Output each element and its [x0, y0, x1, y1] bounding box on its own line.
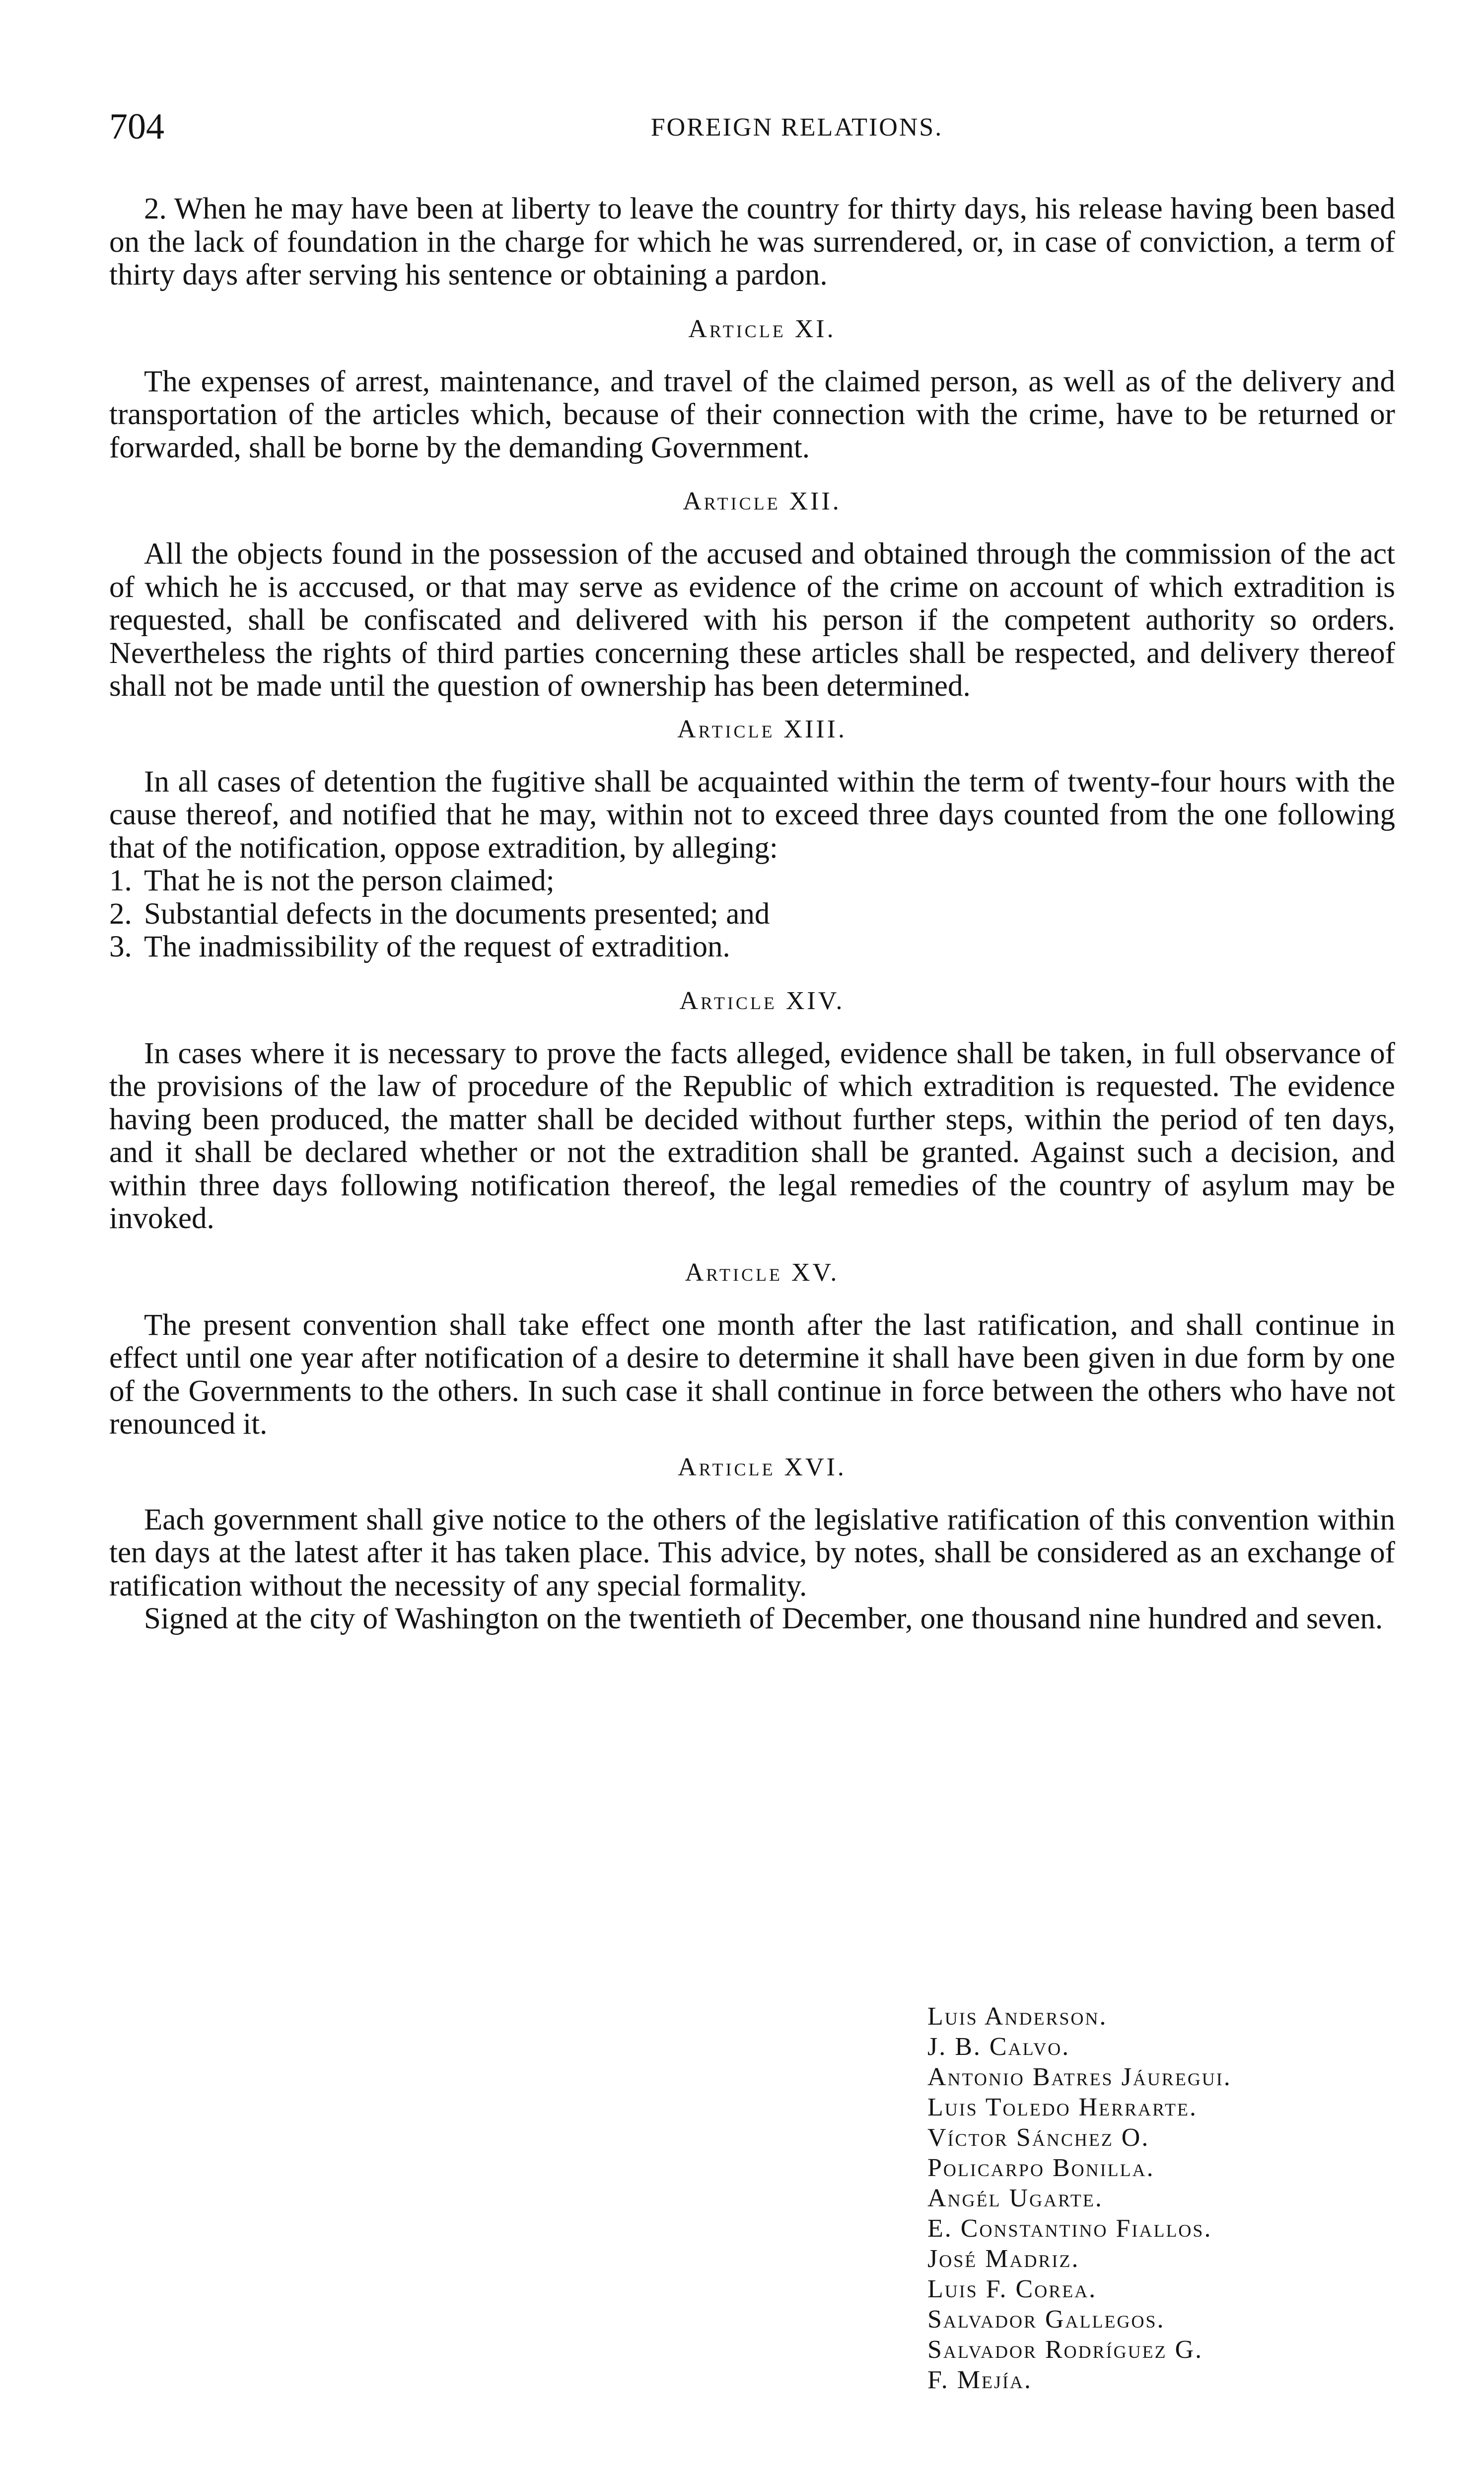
- article-14-heading: [109, 985, 1395, 1018]
- signatory: Víctor Sánchez O.: [927, 2123, 1150, 2152]
- signatory: F. Mejía.: [927, 2366, 1032, 2394]
- article-11-heading-text: Article XI.: [688, 314, 836, 343]
- signatory: Salvador Rodríguez G.: [927, 2336, 1203, 2364]
- list-item-text: That he is not the person claimed;: [144, 864, 555, 897]
- signatory: Luis F. Corea.: [927, 2275, 1097, 2303]
- list-item: [109, 865, 1395, 898]
- article-13-text: In all cases of detention the fugitive shall be acquainted within the term of twenty-four hours with the cause thereof, and notified that he may, within not to exceed three days counted from the one following that of the notification, oppose extradition, by alleging:: [109, 765, 1395, 865]
- running-title: FOREIGN RELATIONS.: [650, 113, 943, 142]
- article-15-heading: [109, 1256, 1395, 1289]
- page-number: 704: [109, 106, 164, 147]
- list-item-number: 1.: [109, 864, 132, 897]
- signatory: J. B. Calvo.: [927, 2033, 1070, 2061]
- signatory: Antonio Batres Jáuregui.: [927, 2063, 1232, 2091]
- signatory: Salvador Gallegos.: [927, 2305, 1165, 2334]
- article-16-text: Each government shall give notice to the others of the legislative ratification of this convention within ten days at the latest after it has taken place. This advice, by notes, shall be considered as an exchange of ratification without the necessity of any special formality.: [109, 1503, 1395, 1603]
- article-12-text: All the objects found in the possession of the accused and obtained through the commission of the act of which he is acccused, or that may serve as evidence of the crime on account of which extradition is requested, shall be confiscated and delivered with his person if the competent authority so orders. Nevertheless the rights of third parties concerning these articles shall be respected, and delivery thereof shall not be made until the question of ownership has been determined.: [109, 537, 1395, 703]
- signatory-list: [927, 2001, 1399, 2395]
- signatory: José Madriz.: [927, 2245, 1080, 2273]
- signatory: Angél Ugarte.: [927, 2184, 1103, 2212]
- page-header: [109, 107, 1395, 146]
- list-item-number: 2.: [109, 897, 132, 931]
- article-14-heading-text: Article XIV.: [679, 986, 845, 1015]
- article-16-heading-text: Article XVI.: [678, 1453, 847, 1481]
- intro-paragraph: 2. When he may have been at liberty to leave the country for thirty days, his release having been based on the lack of foundation in the charge for which he was surrendered, or, in case of conviction, a term of thirty days after serving his sentence or obtaining a pardon.: [109, 192, 1395, 292]
- signatory: E. Constantino Fiallos.: [927, 2214, 1212, 2243]
- list-item-number: 3.: [109, 930, 132, 963]
- article-15-heading-text: Article XV.: [685, 1258, 840, 1287]
- article-15-text: The present convention shall take effect one month after the last ratification, and shall continue in effect until one year after notification of a desire to determine it shall have been given in due form by one of the Governments to the others. In such case it shall continue in force between the others who have not renounced it.: [109, 1308, 1395, 1441]
- article-12-heading-text: Article XII.: [683, 487, 842, 515]
- article-11-text: The expenses of arrest, maintenance, and travel of the claimed person, as well as of the delivery and transportation of the articles which, because of their connection with the crime, have to be returned or forwarded, shall be borne by the demanding Government.: [109, 365, 1395, 464]
- list-item: [109, 931, 1395, 964]
- article-13-list: [109, 865, 1395, 964]
- article-14-text: In cases where it is necessary to prove the facts alleged, evidence shall be taken, in full observance of the provisions of the law of procedure of the Republic of which extradition is requested. The evidence having been produced, the matter shall be decided without further steps, within the period of ten days, and it shall be declared whether or not the extradition shall be granted. Against such a decision, and within three days following notification thereof, the legal remedies of the country of asylum may be invoked.: [109, 1036, 1395, 1235]
- article-11-heading: [109, 313, 1395, 346]
- article-12-heading: [109, 485, 1395, 518]
- list-item: [109, 898, 1395, 931]
- signatory: Luis Toledo Herrarte.: [927, 2093, 1198, 2121]
- list-item-text: Substantial defects in the documents presented; and: [144, 897, 770, 931]
- signatory: Policarpo Bonilla.: [927, 2154, 1155, 2182]
- article-13-heading-text: Article XIII.: [677, 715, 847, 743]
- signing-statement: Signed at the city of Washington on the twentieth of December, one thousand nine hundred and seven.: [144, 1602, 1383, 1635]
- document-body: [109, 193, 1395, 1636]
- article-13-heading: [109, 713, 1395, 746]
- list-item-text: The inadmissibility of the request of extradition.: [144, 930, 730, 963]
- signatory: Luis Anderson.: [927, 2002, 1108, 2031]
- article-16-heading: [109, 1451, 1395, 1484]
